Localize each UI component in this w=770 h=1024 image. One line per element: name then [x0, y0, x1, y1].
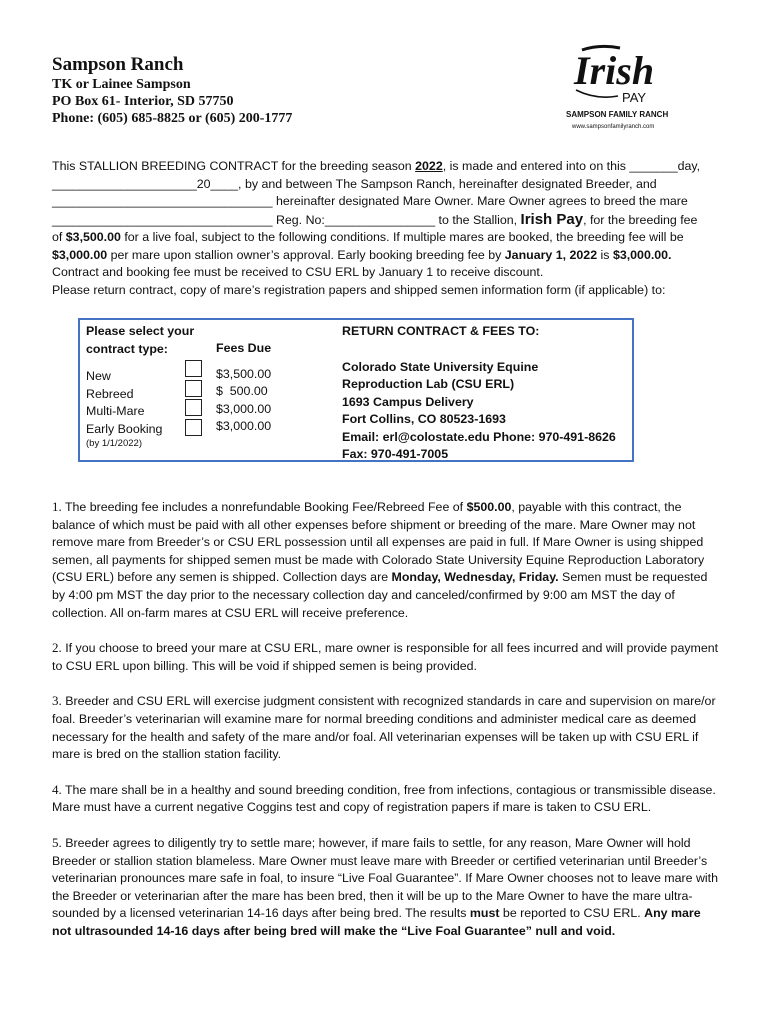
breeding-season: 2022	[415, 159, 443, 173]
term-text: Breeder and CSU ERL will exercise judgment consistent with recognized standards in care and supervision on mare/or foal. Breeder’s veterinarian will examine mare for normal breeding conditions and administer medical care as deemed necessary for the health and safety of the mare and/or foal. All veterinarian expenses will be taken up with CSU ERL if mare is bred on the stallion station facility.	[52, 694, 716, 762]
logo-url-text: www.sampsonfamilyranch.com	[572, 124, 655, 130]
booking-fee: $500.00	[466, 500, 512, 514]
ranch-name: Sampson Ranch	[52, 54, 184, 75]
terms-section	[52, 498, 720, 957]
fee-multi-mare: $3,000.00	[216, 401, 272, 416]
stallion-name: Irish Pay	[520, 210, 584, 228]
logo-script-text: Irish	[574, 48, 655, 93]
term-text: If you choose to breed your mare at CSU ERL, mare owner is responsible for all fees incurred and will provide payment to CSU ERL upon billing. This will be void if shipped semen is being provided.	[52, 641, 719, 673]
term-4	[52, 781, 720, 817]
term-2	[52, 639, 720, 675]
term-text: Breeder agrees to diligently try to settle mare; however, if mare fails to settle, for any reason, Mare Owner will hold Breeder or stallion station blameless. Mare Owner must leave mare with Breeder or certified veterinarian until Breeder’s veterinarian pronounces mare safe in foal, to insure “Live Foal Guarantee”. If Mare Owner chooses not to leave mare with the Breeder or veterinarian after the mare has been bred, then it will be up to the Mare Owner to have the mare ultra-sounded by a licensed veterinarian 14-16 days after being bred. The results	[52, 835, 718, 921]
early-booking-fee: $3,000.00.	[612, 247, 672, 262]
return-fax: Fax: 970-491-7005	[342, 447, 449, 461]
contract-type-early-booking: Early Booking	[86, 421, 163, 436]
select-heading: contract type:	[86, 341, 168, 356]
term-text: The breeding fee includes a nonrefundable Booking Fee/Rebreed Fee of	[61, 500, 467, 514]
return-email-phone: Email: erl@colostate.edu Phone: 970-491-8626	[342, 429, 616, 444]
checkbox-column	[185, 360, 202, 438]
intro-text: is	[597, 247, 613, 262]
live-foal-fee: $3,500.00	[65, 230, 121, 244]
header-block	[52, 54, 292, 127]
return-line: Fort Collins, CO 80523-1693	[342, 412, 506, 426]
contract-type-column	[86, 323, 194, 450]
contract-type-multi-mare: Multi-Mare	[86, 404, 145, 418]
fees-heading: Fees Due	[216, 341, 272, 355]
return-line: Colorado State University Equine	[342, 359, 539, 374]
intro-text: , is made and entered into on this _______day,	[442, 159, 701, 173]
live-foal-guarantee-warning: Any mare not ultrasounded 14-16 days after being bred will make the “Live Foal Guarantee” null and void.	[52, 906, 701, 938]
fee-new: $3,500.00	[216, 366, 272, 381]
select-heading: Please select your	[86, 324, 195, 338]
phone-numbers: Phone: (605) 685-8825 or (605) 200-1777	[52, 111, 293, 126]
collection-days: Monday, Wednesday, Friday.	[391, 570, 559, 585]
contract-type-new: New	[86, 369, 111, 383]
return-address-column	[342, 323, 616, 464]
checkbox-multi-mare[interactable]	[185, 399, 202, 416]
contact-names: TK or Lainee Sampson	[52, 77, 191, 92]
intro-paragraph	[52, 158, 720, 299]
intro-line: Please return contract, copy of mare’s registration papers and shipped semen information form (if applicable) to:	[52, 282, 666, 297]
intro-text: ________________________________ Reg. No:________________ to the Stallion,	[52, 212, 521, 227]
intro-line: Contract and booking fee must be received to CSU ERL by January 1 to receive discount.	[52, 265, 544, 279]
early-booking-note: (by 1/1/2022)	[86, 438, 142, 449]
intro-text: for a live foal, subject to the following conditions. If multiple mares are booked, the breeding fee will be	[120, 230, 684, 244]
intro-line: _____________________20____, by and between The Sampson Ranch, hereinafter designated Breeder, and	[52, 176, 657, 191]
intro-text: of	[52, 230, 66, 244]
term-emphasis: must	[469, 906, 500, 921]
return-line: 1693 Campus Delivery	[342, 394, 474, 409]
intro-text: , for the breeding fee	[583, 212, 698, 227]
logo-pay-text: PAY	[622, 90, 647, 105]
intro-text: This STALLION BREEDING CONTRACT for the breeding season	[52, 159, 416, 173]
fees-column	[216, 340, 271, 436]
term-text: The mare shall be in a healthy and sound breeding condition, free from infections, contagious or transmissible disease. Mare must have a current negative Coggins test and copy of registration papers if mare is taken to CSU ERL.	[52, 782, 716, 815]
term-number: 5.	[52, 834, 62, 850]
contract-type-rebreed: Rebreed	[86, 386, 134, 401]
mailing-address: PO Box 61- Interior, SD 57750	[52, 94, 234, 109]
irish-pay-logo	[560, 42, 690, 134]
return-heading: RETURN CONTRACT & FEES TO:	[342, 324, 540, 338]
term-number: 3.	[52, 693, 62, 709]
checkbox-new[interactable]	[185, 360, 202, 377]
term-text: Semen must be requested by 4:00 pm MST the day prior to the necessary collection day and canceled/confirmed by 9:00 am MST the day of collection. All on-farm mares at CSU ERL will receive preference.	[52, 570, 708, 620]
return-line: Reproduction Lab (CSU ERL)	[342, 377, 515, 391]
term-5	[52, 834, 720, 941]
early-booking-date: January 1, 2022	[504, 247, 598, 262]
fee-rebreed: $ 500.00	[216, 384, 268, 398]
contract-type-box	[78, 318, 634, 462]
term-number: 4.	[52, 781, 62, 797]
term-3	[52, 692, 720, 763]
checkbox-rebreed[interactable]	[185, 380, 202, 397]
term-text: be reported to CSU ERL.	[499, 906, 645, 921]
multi-mare-fee: $3,000.00	[52, 247, 108, 262]
intro-text: per mare upon stallion owner’s approval. Early booking breeding fee by	[107, 247, 505, 262]
term-1	[52, 498, 720, 622]
checkbox-early-booking[interactable]	[185, 419, 202, 436]
intro-line: ________________________________ hereinafter designated Mare Owner. Mare Owner agrees to breed the mare	[52, 194, 688, 208]
term-number: 2.	[52, 640, 62, 656]
term-number: 1.	[52, 499, 62, 514]
fee-early-booking: $3,000.00	[216, 419, 272, 433]
term-text: , payable with this contract, the balance of which must be paid with all other expenses before shipment or breeding of the mare. Mare Owner may not remove mare from Breeder’s or CSU ERL possession until all expenses are paid in full. If Mare Owner is using shipped semen, all payments for shipped semen must be made with Colorado State University Equine Reproduction Laboratory (CSU ERL) before any semen is shipped. Collection days are	[52, 500, 705, 585]
logo-ranch-text: SAMPSON FAMILY RANCH	[566, 110, 669, 119]
